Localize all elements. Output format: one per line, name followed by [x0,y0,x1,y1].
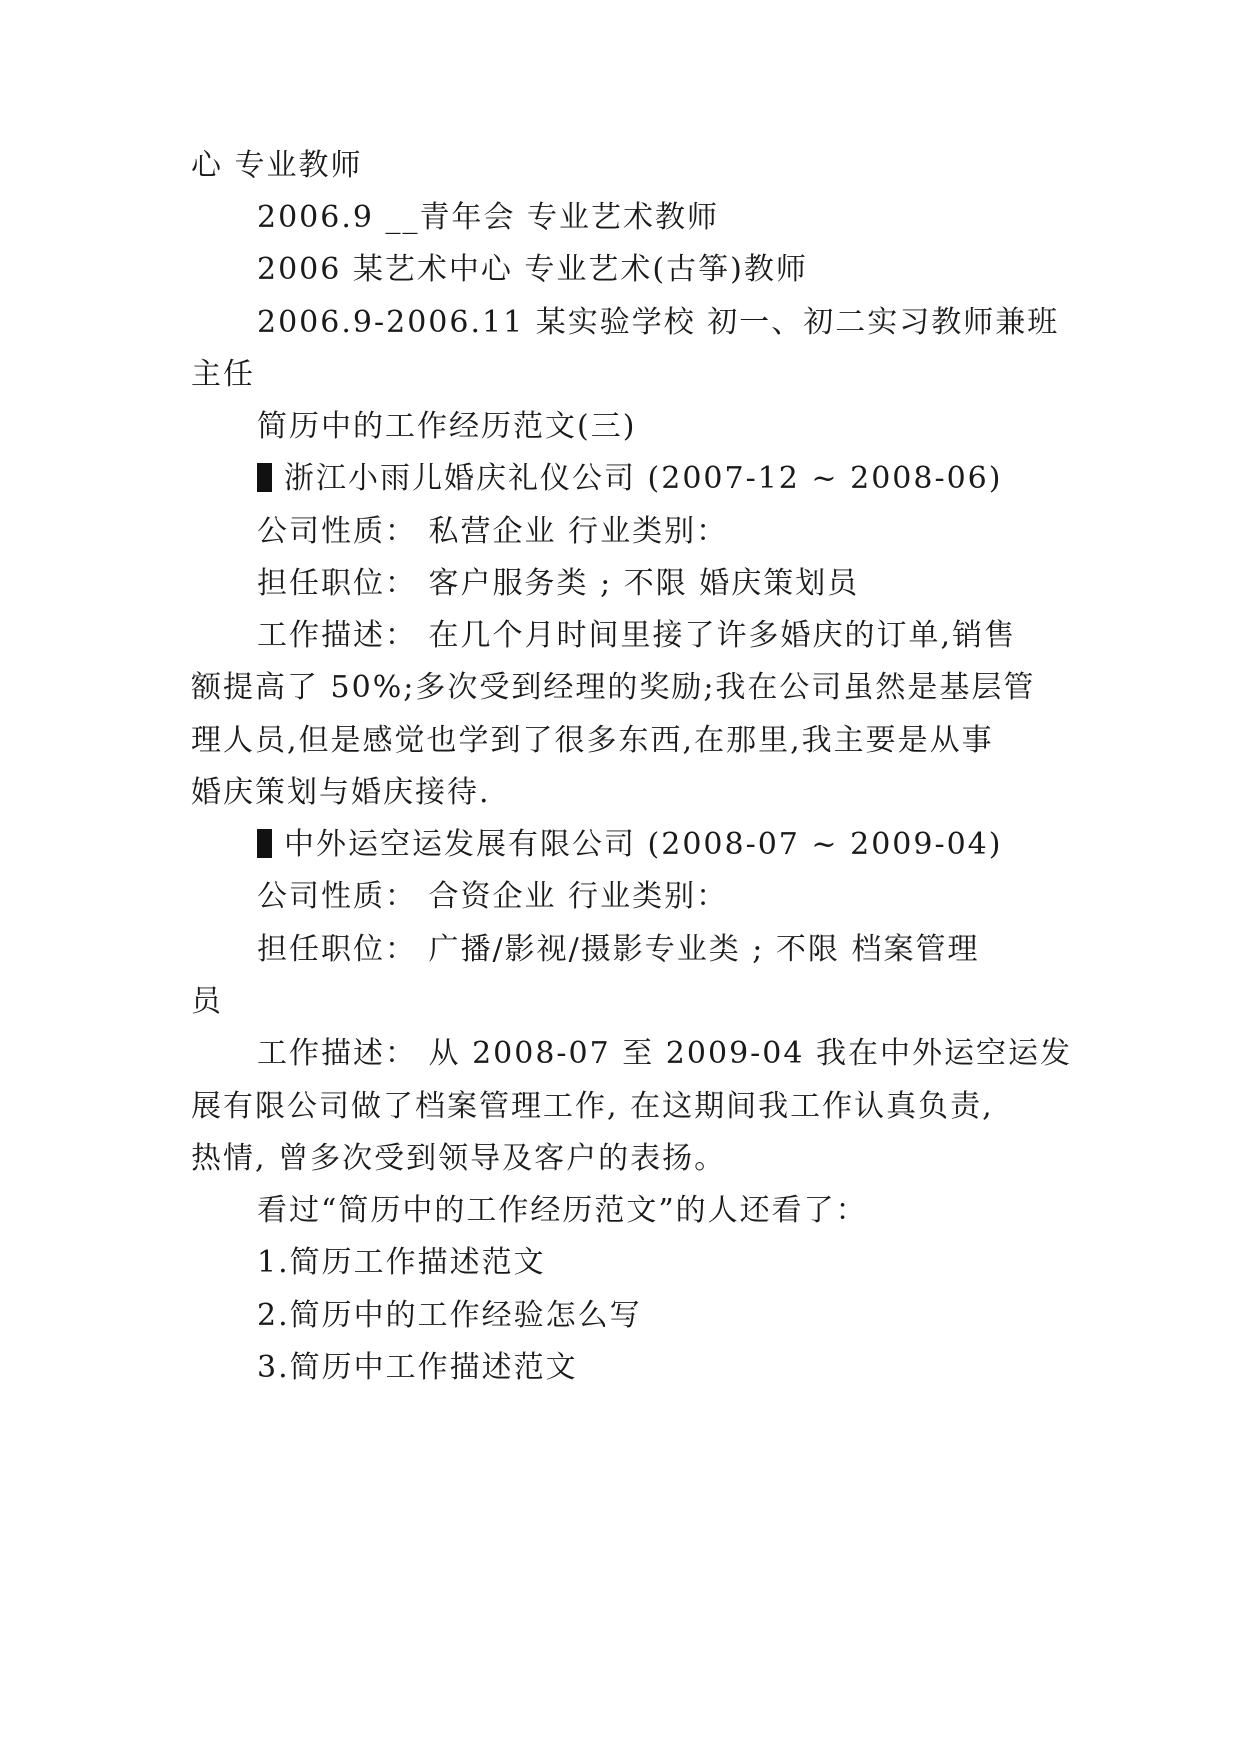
company-heading-text: 浙江小雨儿婚庆礼仪公司 (2007-12 ~ 2008-06) [284,461,1003,496]
square-bullet-icon [257,829,272,858]
square-bullet-icon [257,463,272,492]
text-line: 公司性质： 私营企业 行业类别： [257,514,729,549]
text-line: 员 [191,984,223,1019]
text-line: 热情, 曾多次受到领导及客户的表扬。 [191,1141,727,1176]
related-link[interactable]: 3.简历中工作描述范文 [257,1350,578,1385]
related-heading: 看过“简历中的工作经历范文”的人还看了： [257,1193,868,1228]
company-heading-text: 中外运空运发展有限公司 (2008-07 ~ 2009-04) [284,827,1003,862]
text-line: 2006.9-2006.11 某实验学校 初一、初二实习教师兼班 [257,305,1060,340]
text-line: 展有限公司做了档案管理工作, 在这期间我工作认真负责, [191,1089,994,1124]
text-line: 工作描述： 从 2008-07 至 2009-04 我在中外运空运发 [257,1036,1072,1071]
text-line: 担任职位： 广播/影视/摄影专业类 ; 不限 档案管理 [257,932,980,967]
text-line: 额提高了 50%;多次受到经理的奖励;我在公司虽然是基层管 [191,670,1036,705]
text-line: 心 专业教师 [191,148,363,183]
text-line: 2006 某艺术中心 专业艺术(古筝)教师 [257,252,808,287]
company-heading [0,825,1241,865]
text-line: 担任职位： 客户服务类 ; 不限 婚庆策划员 [257,566,860,601]
text-line: 工作描述： 在几个月时间里接了许多婚庆的订单,销售 [257,618,1017,653]
text-line: 公司性质： 合资企业 行业类别： [257,879,729,914]
related-link[interactable]: 1.简历工作描述范文 [257,1245,546,1280]
text-line: 2006.9 __青年会 专业艺术教师 [257,200,720,235]
company-heading [0,459,1241,499]
related-link[interactable]: 2.简历中的工作经验怎么写 [257,1298,642,1333]
text-line: 理人员,但是感觉也学到了很多东西,在那里,我主要是从事 [191,723,994,758]
text-line: 主任 [191,357,255,392]
text-line: 婚庆策划与婚庆接待. [191,775,491,810]
section-heading: 简历中的工作经历范文(三) [257,409,637,444]
